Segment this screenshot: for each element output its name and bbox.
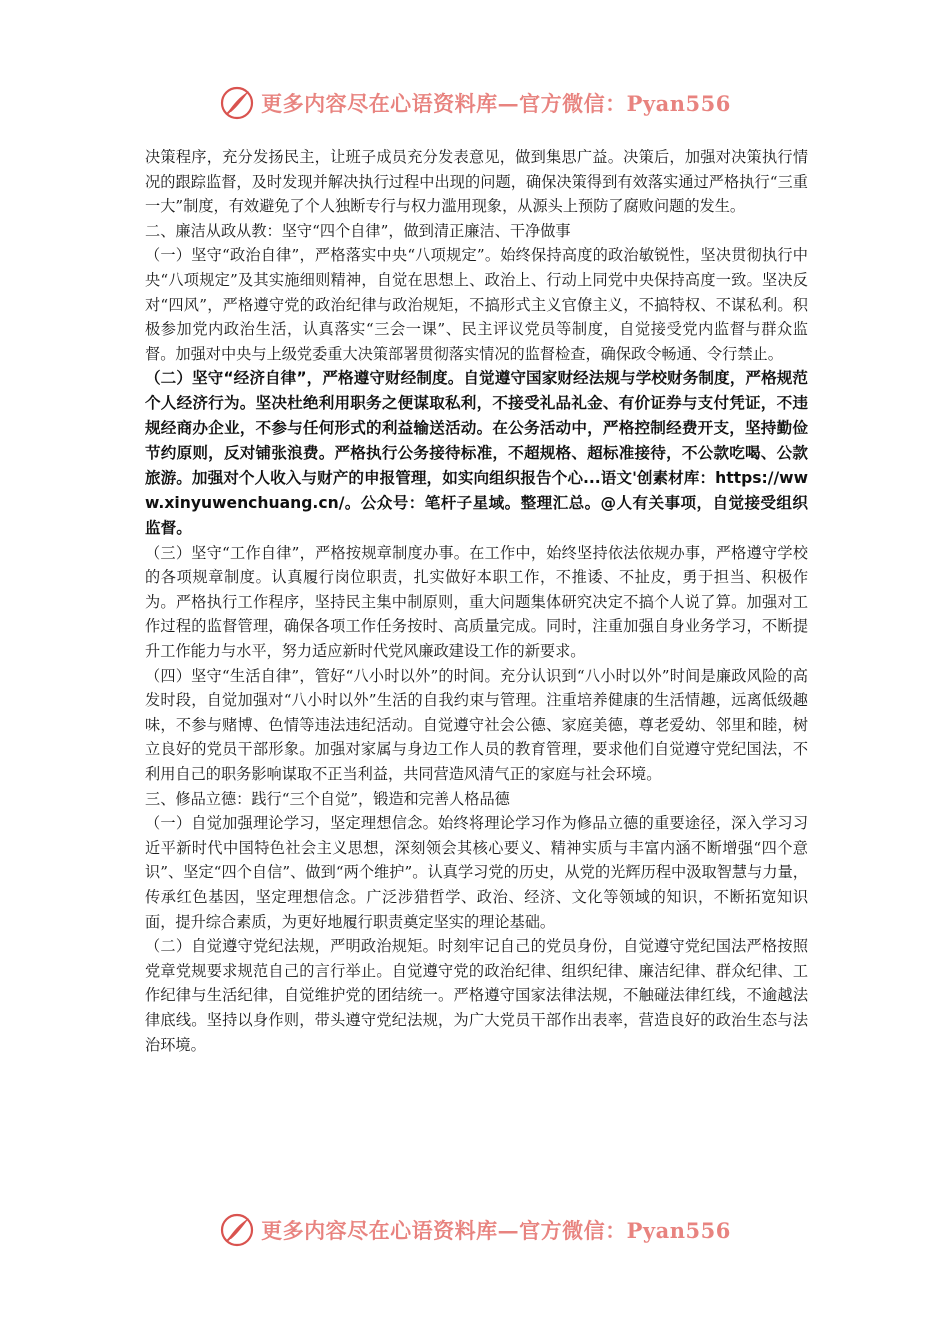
- paragraph-theory-study: （一）自觉加强理论学习，坚定理想信念。始终将理论学习作为修品立德的重要途径，深入学习习近平新时代中国特色社会主义思想，深刻领会其核心要义、精神实质与丰富内涵不断增强“四个意识”、坚定“四个自信”、做到“两个维护”。认真学习党的历史，从党的光辉历程中汲取智慧与力量，传承红色基因，坚定理想信念。广泛涉猎哲学、政治、经济、文化等领域的知识，不断拓宽知识面，提升综合素质，为更好地履行职责奠定坚实的理论基础。: [145, 814, 808, 931]
- banner-text: 更多内容尽在心语资料库—官方微信：Pyan556: [261, 1218, 731, 1243]
- footer-banner: [0, 1205, 950, 1255]
- banner-text: 更多内容尽在心语资料库—官方微信：Pyan556: [261, 91, 731, 116]
- paragraph-party-rules: （二）自觉遵守党纪法规，严明政治规矩。时刻牢记自己的党员身份，自觉遵守党纪国法严格按照党章党规要求规范自己的言行举止。自觉遵守党的政治纪律、组织纪律、廉洁纪律、群众纪律、工作纪律与生活纪律，自觉维护党的团结统一。严格遵守国家法律法规，不触碰法律红线，不逾越法律底线。坚持以身作则，带头遵守党纪法规，为广大党员干部作出表率，营造良好的政治生态与法治环境。: [145, 937, 808, 1054]
- paragraph-work-discipline: （三）坚守“工作自律”，严格按规章制度办事。在工作中，始终坚持依法依规办事，严格遵守学校的各项规章制度。认真履行岗位职责，扎实做好本职工作，不推诿、不扯皮，勇于担当、积极作为。严格执行工作程序，坚持民主集中制原则，重大问题集体研究决定不搞个人说了算。加强对工作过程的监督管理，确保各项工作任务按时、高质量完成。同时，注重加强自身业务学习，不断提升工作能力与水平，努力适应新时代党风廉政建设工作的新要求。: [145, 543, 808, 661]
- quill-logo-icon: [219, 1212, 255, 1248]
- paragraph-political-discipline: （一）坚守“政治自律”，严格落实中央“八项规定”。始终保持高度的政治敏锐性，坚决贯彻执行中央“八项规定”及其实施细则精神，自觉在思想上、政治上、行动上同党中央保持高度一致。坚决反对“四风”，严格遵守党的政治纪律与政治规矩，不搞形式主义官僚主义，不搞特权、不谋私利。积极参加党内政治生活，认真落实“三会一课”、民主评议党员等制度，自觉接受党内监督与群众监督。加强对中央与上级党委重大决策部署贯彻落实情况的监督检查，确保政令畅通、令行禁止。: [145, 246, 808, 363]
- paragraph-life-discipline: （四）坚守“生活自律”，管好“八小时以外”的时间。充分认识到“八小时以外”时间是廉政风险的高发时段，自觉加强对“八小时以外”生活的自我约束与管理。注重培养健康的生活情趣，远离低级趣味，不参与赌博、色情等违法违纪活动。自觉遵守社会公德、家庭美德，尊老爱幼、邻里和睦，树立良好的党员干部形象。加强对家属与身边工作人员的教育管理，要求他们自觉遵守党纪国法，不利用自己的职务影响谋取不正当利益，共同营造风清气正的家庭与社会环境。: [145, 666, 808, 784]
- header-banner: [0, 78, 950, 128]
- quill-logo-icon: [219, 85, 255, 121]
- paragraph-decision-process: 决策程序，充分发扬民主，让班子成员充分发表意见，做到集思广益。决策后，加强对决策执行情况的跟踪监督，及时发现并解决执行过程中出现的问题，确保决策得到有效落实通过严格执行“三重一大”制度，有效避免了个人独断专行与权力滥用现象，从源头上预防了腐败问题的发生。: [145, 148, 808, 216]
- section-heading-2: 二、廉洁从政从教：坚守“四个自律”，做到清正廉洁、干净做事: [145, 221, 571, 240]
- section-heading-3: 三、修品立德：践行“三个自觉”，锻造和完善人格品德: [145, 789, 510, 808]
- paragraph-economic-discipline: （二）坚守“经济自律”，严格遵守财经制度。自觉遵守国家财经法规与学校财务制度，严格规范个人经济行为。坚决杜绝利用职务之便谋取私利，不接受礼品礼金、有价证券与支付凭证，不违规经商办企业，不参与任何形式的利益输送活动。在公务活动中，严格控制经费开支，坚持勤俭节约原则，反对铺张浪费。严格执行公务接待标准，不超规格、超标准接待，不公款吃喝、公款旅游。加强对个人收入与财产的申报管理，如实向组织报告个心...语文'创素材库：https://www.xinyuwenchuang.cn/。公众号：笔杆子星域。整理汇总。@人有关事项，自觉接受组织监督。: [145, 369, 808, 537]
- document-body: [145, 145, 808, 1057]
